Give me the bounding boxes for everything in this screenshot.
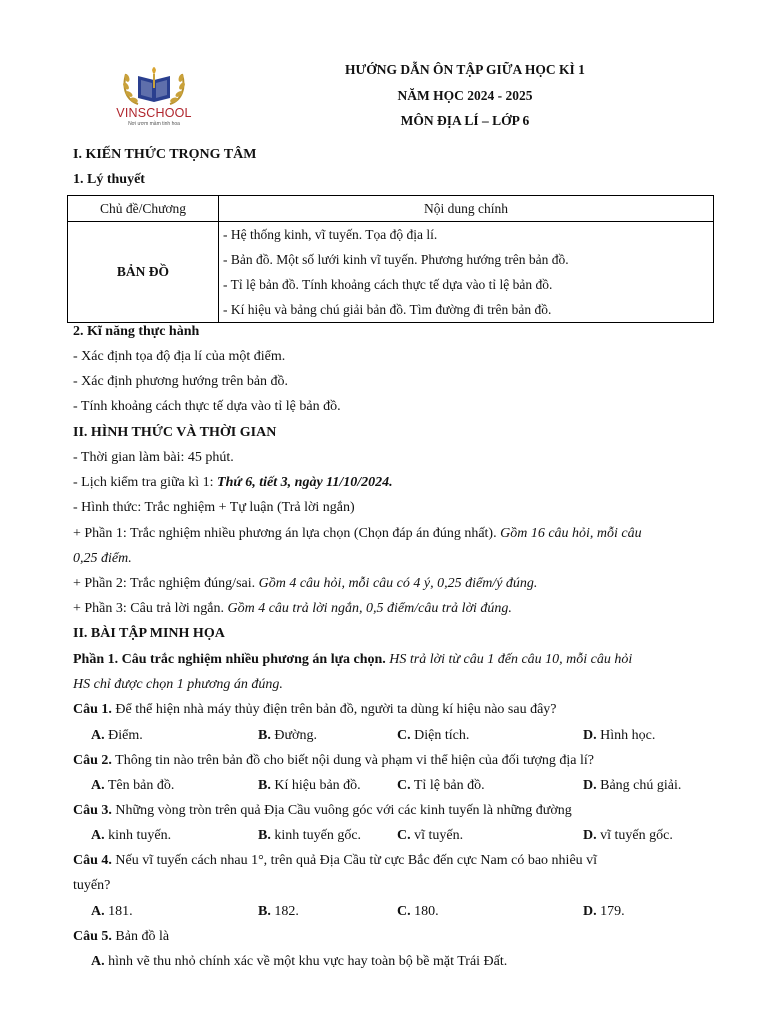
part-3-scoring: Gồm 4 câu trả lời ngắn, 0,5 điểm/câu trả lời đúng. bbox=[227, 601, 512, 616]
question-text: Nếu vĩ tuyến cách nhau 1°, trên quả Địa Cầu từ cực Bắc đến cực Nam có bao nhiêu vĩ bbox=[111, 853, 598, 868]
exercise-part-1-intro bbox=[73, 651, 632, 669]
option-c: C. Diện tích. bbox=[397, 728, 470, 743]
option-c: C. 180. bbox=[397, 904, 439, 919]
question-5 bbox=[73, 928, 169, 946]
question-4-cont: tuyến? bbox=[73, 878, 111, 893]
question-label: Câu 2. bbox=[73, 753, 112, 768]
part-3-text: + Phần 3: Câu trả lời ngắn. bbox=[73, 601, 228, 616]
option-b: B. Đường. bbox=[258, 728, 317, 743]
exercise-part-1-instruction-cont: HS chỉ được chọn 1 phương án đúng. bbox=[73, 677, 283, 692]
document-title: HƯỚNG DẪN ÔN TẬP GIỮA HỌC KÌ 1 bbox=[345, 62, 585, 77]
exam-format: - Hình thức: Trắc nghiệm + Tự luận (Trả lời ngắn) bbox=[73, 500, 355, 515]
table-content-item: - Tỉ lệ bản đồ. Tính khoảng cách thực tế dựa vào tỉ lệ bản đồ. bbox=[223, 277, 553, 292]
option-c: C. Tỉ lệ bản đồ. bbox=[397, 778, 485, 793]
part-1-scoring-cont: 0,25 điểm. bbox=[73, 551, 132, 566]
subject-grade: MÔN ĐỊA LÍ – LỚP 6 bbox=[400, 113, 530, 128]
option-a: A. Điểm. bbox=[91, 728, 143, 743]
skill-item: - Tính khoảng cách thực tế dựa vào tỉ lệ bản đồ. bbox=[73, 399, 341, 414]
question-label: Câu 3. bbox=[73, 803, 112, 818]
skill-item: - Xác định phương hướng trên bản đồ. bbox=[73, 374, 289, 389]
option-a: A. 181. bbox=[91, 904, 133, 919]
option-b: B. 182. bbox=[258, 904, 299, 919]
question-text: Những vòng tròn trên quả Địa Cầu vuông góc với các kinh tuyến là những đường bbox=[111, 803, 572, 818]
question-2 bbox=[73, 752, 594, 770]
laurel-book-emblem-icon bbox=[108, 62, 200, 108]
vinschool-logo bbox=[108, 62, 200, 130]
exam-schedule bbox=[73, 474, 393, 492]
part-2-description bbox=[73, 575, 537, 593]
option-a: A. hình vẽ thu nhỏ chính xác về một khu vực hay toàn bộ bề mặt Trái Đất. bbox=[91, 954, 508, 969]
part-3-description bbox=[73, 600, 512, 618]
option-c: C. vĩ tuyến. bbox=[397, 828, 464, 843]
table-content-cell bbox=[219, 222, 714, 323]
section-1-heading: I. KIẾN THỨC TRỌNG TÂM bbox=[73, 147, 257, 162]
option-b: B. kinh tuyến gốc. bbox=[258, 828, 362, 843]
table-topic-cell: BẢN ĐỒ bbox=[68, 222, 219, 323]
table-content-item: - Hệ thống kinh, vĩ tuyến. Tọa độ địa lí. bbox=[223, 227, 438, 242]
school-year: NĂM HỌC 2024 - 2025 bbox=[397, 88, 533, 103]
exam-schedule-date: Thứ 6, tiết 3, ngày 11/10/2024. bbox=[217, 475, 393, 490]
theory-table bbox=[67, 195, 714, 323]
question-label: Câu 4. bbox=[73, 853, 112, 868]
option-d: D. 179. bbox=[583, 904, 625, 919]
question-4 bbox=[73, 852, 597, 870]
part-2-text: + Phần 2: Trắc nghiệm đúng/sai. bbox=[73, 576, 259, 591]
exam-schedule-label: - Lịch kiểm tra giữa kì 1: bbox=[73, 475, 218, 490]
option-a: A. kinh tuyến. bbox=[91, 828, 172, 843]
table-header-content: Nội dung chính bbox=[219, 196, 714, 222]
question-1 bbox=[73, 701, 557, 719]
section-2-heading: II. HÌNH THỨC VÀ THỜI GIAN bbox=[73, 425, 277, 440]
part-2-scoring: Gồm 4 câu hỏi, mỗi câu có 4 ý, 0,25 điểm/ý đúng. bbox=[258, 576, 538, 591]
skill-item: - Xác định tọa độ địa lí của một điểm. bbox=[73, 349, 286, 364]
question-3 bbox=[73, 802, 572, 820]
question-label: Câu 5. bbox=[73, 929, 112, 944]
table-header-topic: Chủ đề/Chương bbox=[68, 196, 219, 222]
skills-heading: 2. Kĩ năng thực hành bbox=[73, 324, 200, 339]
option-d: D. Hình học. bbox=[583, 728, 656, 743]
part-1-scoring: Gồm 16 câu hỏi, mỗi câu bbox=[500, 526, 642, 541]
option-a: A. Tên bản đồ. bbox=[91, 778, 175, 793]
exercise-part-1-instruction: HS trả lời từ câu 1 đến câu 10, mỗi câu hỏi bbox=[385, 652, 633, 667]
logo-tagline: Nơi ươm mầm tinh hoa bbox=[128, 121, 180, 127]
part-1-text: + Phần 1: Trắc nghiệm nhiều phương án lựa chọn (Chọn đáp án đúng nhất). bbox=[73, 526, 501, 541]
logo-wordmark: VINSCHOOL bbox=[116, 106, 192, 120]
question-text: Bản đồ là bbox=[111, 929, 170, 944]
exam-time: - Thời gian làm bài: 45 phút. bbox=[73, 450, 234, 465]
option-b: B. Kí hiệu bản đồ. bbox=[258, 778, 361, 793]
theory-heading: 1. Lý thuyết bbox=[73, 172, 145, 187]
section-3-heading: II. BÀI TẬP MINH HỌA bbox=[73, 626, 225, 641]
question-label: Câu 1. bbox=[73, 702, 112, 717]
option-d: D. vĩ tuyến gốc. bbox=[583, 828, 673, 843]
part-1-description bbox=[73, 525, 642, 543]
option-d: D. Bảng chú giải. bbox=[583, 778, 682, 793]
table-content-item: - Bản đồ. Một số lưới kinh vĩ tuyến. Phương hướng trên bản đồ. bbox=[223, 252, 569, 267]
question-text: Để thể hiện nhà máy thủy điện trên bản đồ, người ta dùng kí hiệu nào sau đây? bbox=[111, 702, 557, 717]
exercise-part-1-title: Phần 1. Câu trắc nghiệm nhiều phương án lựa chọn. bbox=[73, 652, 386, 667]
question-text: Thông tin nào trên bản đồ cho biết nội dung và phạm vi thể hiện của đối tượng địa lí? bbox=[111, 753, 594, 768]
table-content-item: - Kí hiệu và bảng chú giải bản đồ. Tìm đường đi trên bản đồ. bbox=[223, 302, 552, 317]
